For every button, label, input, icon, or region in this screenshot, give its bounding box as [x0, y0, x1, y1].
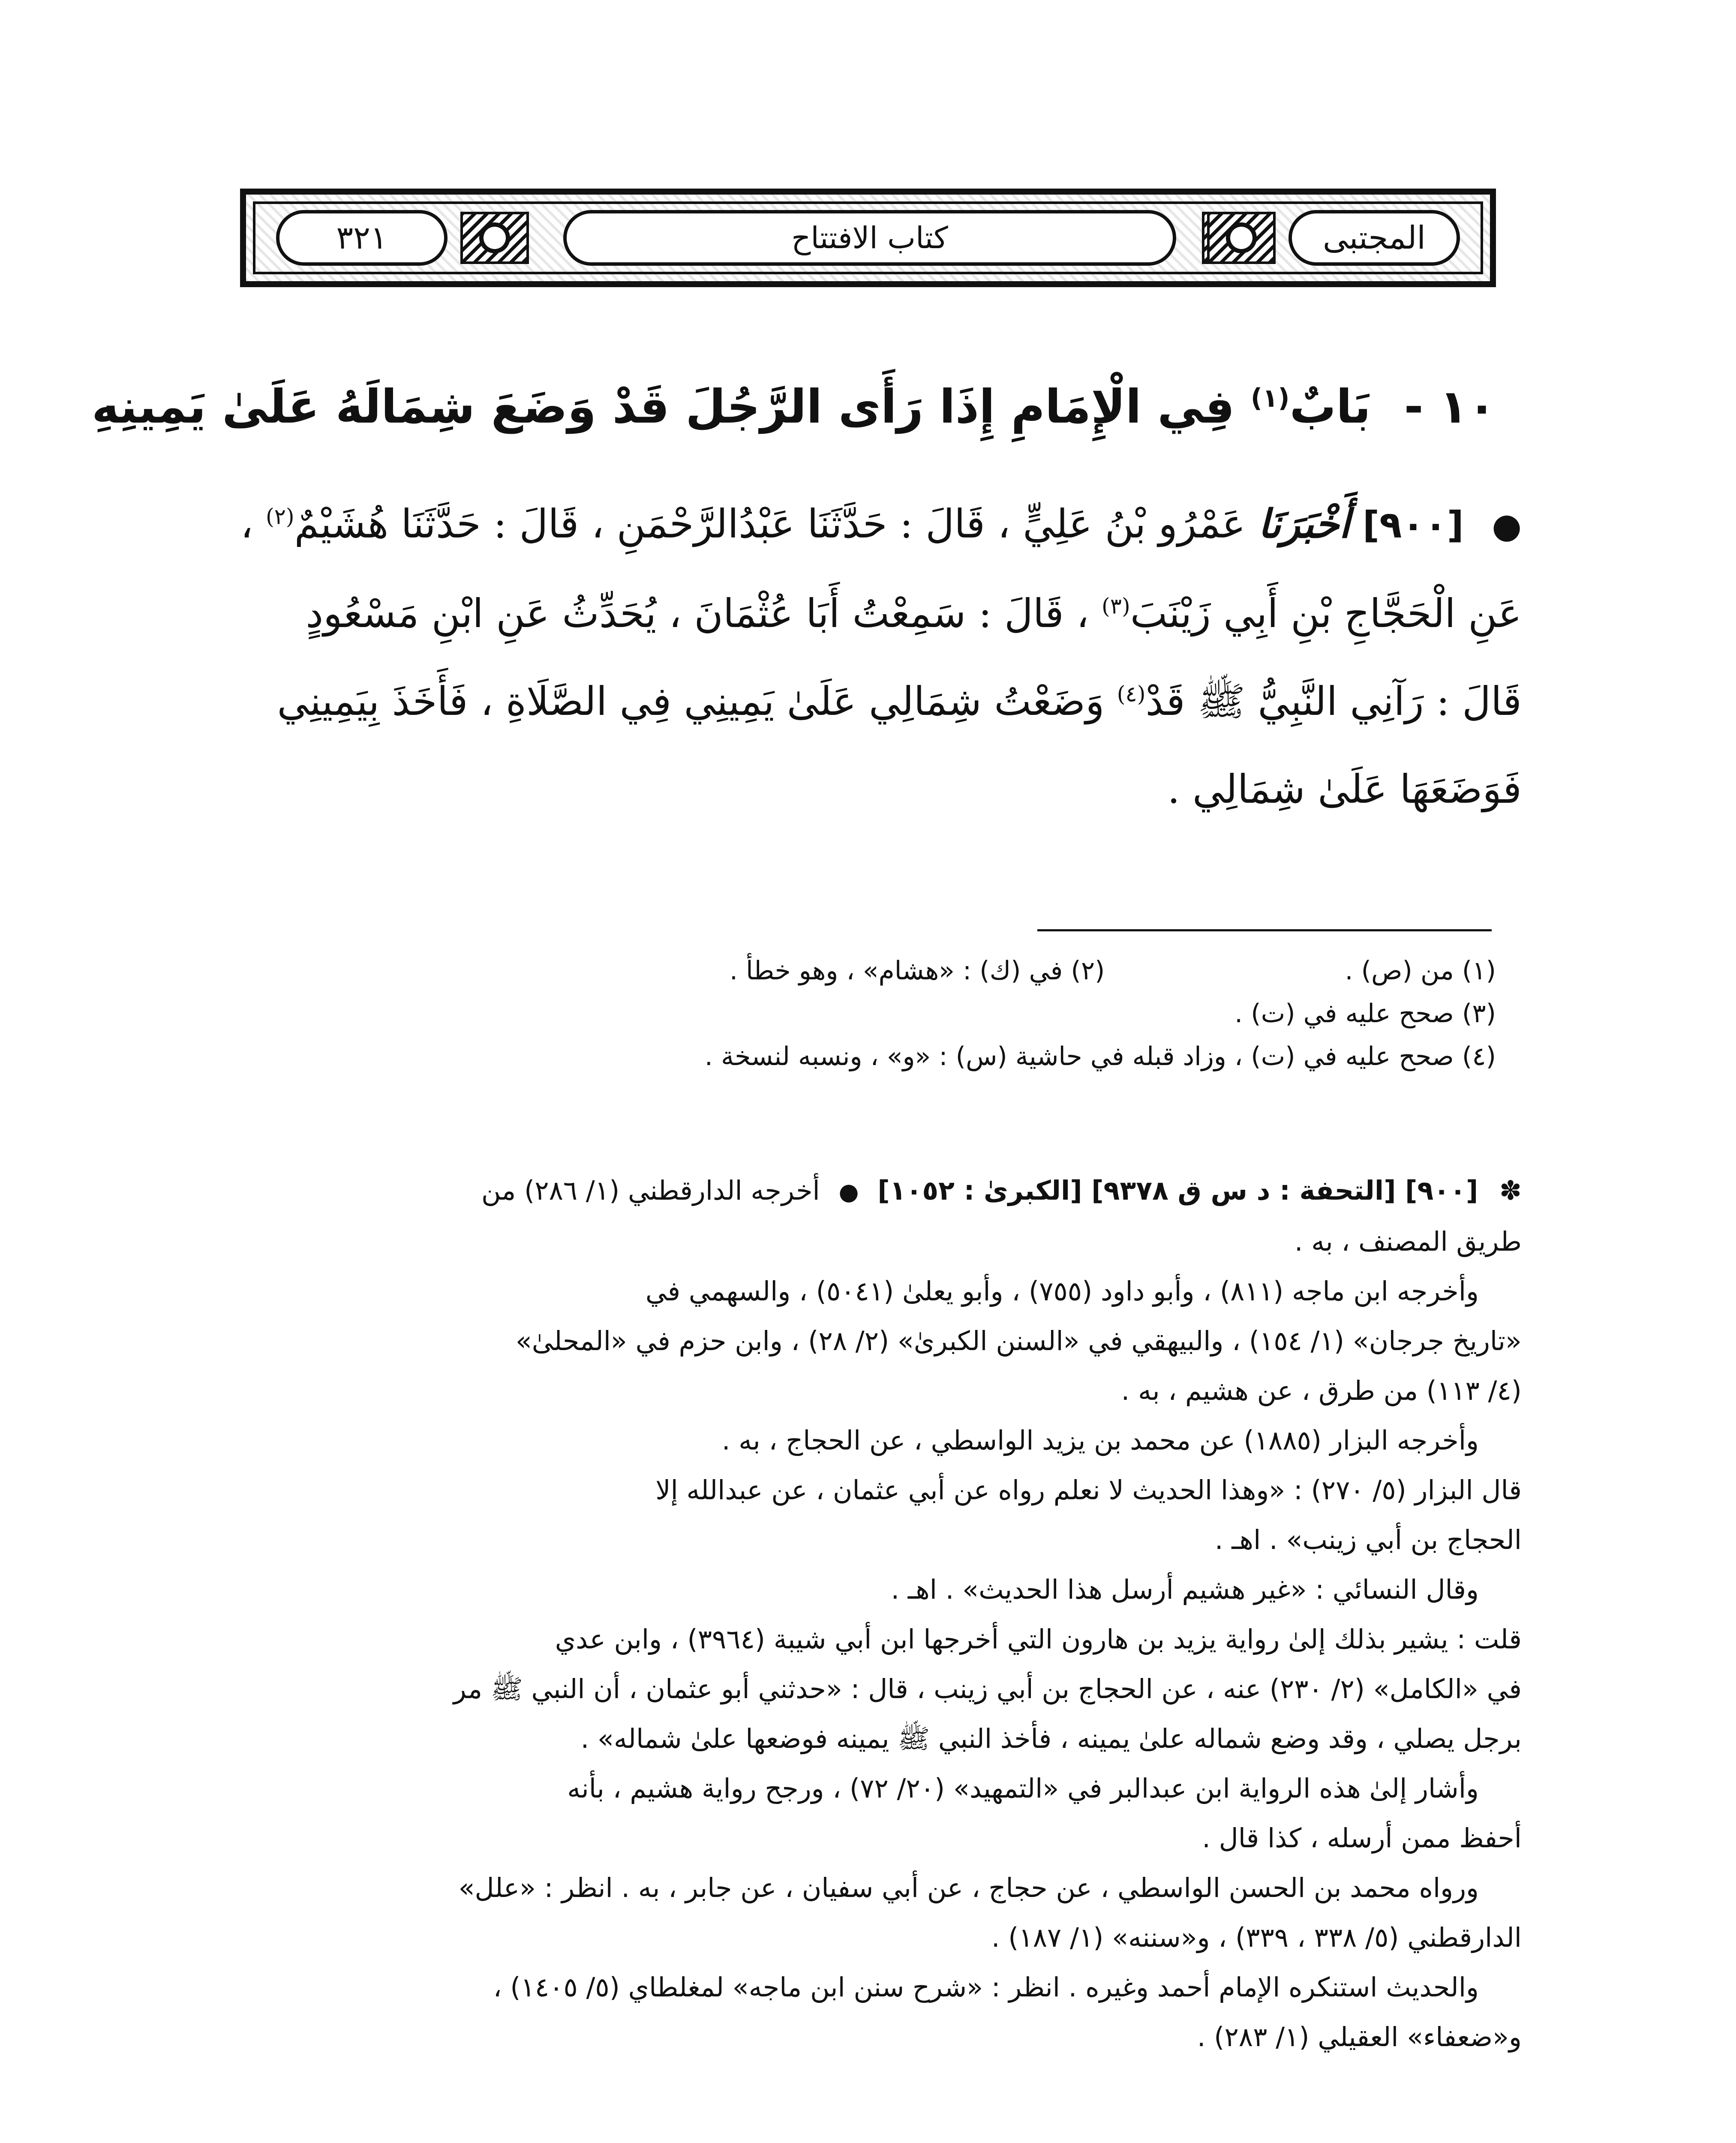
- takhrij-line: الحجاج بن أبي زينب» . اهـ .: [1214, 1524, 1522, 1555]
- takhrij-line: طريق المصنف ، به .: [1294, 1226, 1522, 1257]
- takhrij-reference: [٩٠٠] [التحفة : د س ق ٩٣٧٨] [الكبرىٰ : ١٠٥٢]: [877, 1175, 1478, 1206]
- book-logo: المجتبى: [1323, 219, 1426, 256]
- takhrij-line: وأشار إلىٰ هذه الرواية ابن عبدالبر في «التمهيد» (٢٠/ ٧٢) ، ورجح رواية هشيم ، بأنه: [567, 1773, 1479, 1804]
- footnotes: [240, 949, 1496, 1078]
- takhrij-text: أخرجه الدارقطني (١/ ٢٨٦) من: [481, 1175, 820, 1206]
- asterisk-icon: ✽: [1499, 1175, 1522, 1206]
- chapter-heading: [91, 369, 1496, 446]
- footnote-row: [240, 949, 1496, 992]
- section-title: كتاب الافتتاح: [791, 220, 948, 255]
- hadith-text-segment: قَالَ : رَآنِي النَّبِيُّ ﷺ قَدْ: [1145, 678, 1522, 724]
- hadith-text: [240, 480, 1522, 833]
- footnote-row: [240, 992, 1496, 1035]
- footnote-row: [240, 1035, 1496, 1078]
- footnote: (٤) صحح عليه في (ت) ، وزاد قبله في حاشية (س) : «و» ، ونسبه لنسخة .: [704, 1041, 1496, 1072]
- hadith-line: [240, 745, 1522, 833]
- ornament-knot-icon: [1207, 212, 1276, 264]
- takhrij-line: برجل يصلي ، وقد وضع شماله علىٰ يمينه ، فأخذ النبي ﷺ يمينه فوضعها علىٰ شماله» .: [580, 1723, 1522, 1754]
- chapter-title-word: بَابٌ: [1289, 380, 1371, 434]
- book-logo-cartouche: [1288, 210, 1460, 266]
- ornament-knot-icon: [460, 212, 529, 264]
- takhrij-line: والحديث استنكره الإمام أحمد وغيره . انظر : «شرح سنن ابن ماجه» لمغلطاي (٥/ ١٤٠٥) ،: [493, 1972, 1479, 2003]
- section-title-cartouche: [563, 210, 1176, 266]
- hadith-number: [٩٠٠]: [1362, 504, 1464, 546]
- footnote-ref: (٤): [1117, 681, 1146, 707]
- footnote-ref: (٣): [1102, 593, 1130, 619]
- page-number-cartouche: [276, 210, 448, 266]
- takhrij-line: وأخرجه البزار (١٨٨٥) عن محمد بن يزيد الواسطي ، عن الحجاج ، به .: [721, 1425, 1479, 1456]
- footnote-separator: [1037, 929, 1492, 931]
- hadith-text-segment: وَضَعْتُ شِمَالِي عَلَىٰ يَمِينِي فِي الصَّلَاةِ ، فَأَخَذَ بِيَمِينِي: [277, 678, 1105, 724]
- bullet-icon: ●: [838, 1178, 859, 1205]
- page-number: ٣٢١: [336, 219, 387, 256]
- hadith-line: [240, 570, 1522, 657]
- takhrij-line: وقال النسائي : «غير هشيم أرسل هذا الحديث» . اهـ .: [891, 1574, 1479, 1605]
- takhrij-line: [240, 1166, 1522, 1217]
- footnote: (١) من (ص) .: [1345, 956, 1496, 986]
- hadith-text-segment: ،: [240, 501, 253, 547]
- takhrij-line: قال البزار (٥/ ٢٧٠) : «وهذا الحديث لا نعلم رواه عن أبي عثمان ، عن عبدالله إلا: [655, 1474, 1522, 1506]
- hadith-line: [240, 480, 1522, 570]
- footnote-ref: (٢): [265, 504, 294, 529]
- takhrij-commentary: [240, 1166, 1522, 2062]
- hadith-opening: أَخْبَرَنَا: [1258, 501, 1350, 547]
- takhrij-line: ورواه محمد بن الحسن الواسطي ، عن حجاج ، عن أبي سفيان ، عن جابر ، به . انظر : «علل»: [458, 1872, 1479, 1903]
- takhrij-line: قلت : يشير بذلك إلىٰ رواية يزيد بن هارون التي أخرجها ابن أبي شيبة (٣٩٦٤) ، وابن عدي: [555, 1624, 1522, 1655]
- hadith-text-segment: فَوَضَعَهَا عَلَىٰ شِمَالِي .: [1167, 766, 1522, 812]
- takhrij-line: وأخرجه ابن ماجه (٨١١) ، وأبو داود (٧٥٥) ، وأبو يعلىٰ (٥٠٤١) ، والسهمي في: [645, 1276, 1479, 1307]
- takhrij-line: أحفظ ممن أرسله ، كذا قال .: [1202, 1822, 1522, 1854]
- hadith-text-segment: عَنِ الْحَجَّاجِ بْنِ أَبِي زَيْنَبَ: [1130, 591, 1522, 636]
- hadith-text-segment: ، قَالَ : سَمِعْتُ أَبَا عُثْمَانَ ، يُحَدِّثُ عَنِ ابْنِ مَسْعُودٍ: [306, 591, 1089, 636]
- bullet-icon: ●: [1492, 506, 1522, 546]
- takhrij-line: و«ضعفاء» العقيلي (١/ ٢٨٣) .: [1197, 2021, 1522, 2053]
- running-header: [240, 189, 1496, 287]
- footnote: (٣) صحح عليه في (ت) .: [1234, 999, 1496, 1029]
- chapter-title: فِي الْإِمَامِ إِذَا رَأَى الرَّجُلَ قَدْ وَضَعَ شِمَالَهُ عَلَىٰ يَمِينِهِ: [91, 380, 1235, 434]
- takhrij-line: في «الكامل» (٢/ ٢٣٠) عنه ، عن الحجاج بن أبي زينب ، قال : «حدثني أبو عثمان ، أن النبي ﷺ مر: [453, 1673, 1522, 1705]
- takhrij-line: الدارقطني (٥/ ٣٣٨ ، ٣٣٩) ، و«سننه» (١/ ١٨٧) .: [991, 1922, 1522, 1953]
- takhrij-line: (٤/ ١١٣) من طرق ، عن هشيم ، به .: [1121, 1375, 1522, 1406]
- footnote: (٢) في (ك) : «هشام» ، وهو خطأ .: [729, 956, 1105, 986]
- footnote-ref: (١): [1250, 384, 1290, 413]
- hadith-line: [240, 657, 1522, 745]
- chapter-number: ١٠ -: [1404, 380, 1496, 434]
- hadith-text-segment: عَمْرُو بْنُ عَلِيٍّ ، قَالَ : حَدَّثَنَا عَبْدُالرَّحْمَنِ ، قَالَ : حَدَّثَنَا هُشَيْمٌ: [294, 501, 1246, 547]
- takhrij-line: «تاريخ جرجان» (١/ ١٥٤) ، والبيهقي في «السنن الكبرىٰ» (٢/ ٢٨) ، وابن حزم في «المحلىٰ»: [515, 1325, 1522, 1357]
